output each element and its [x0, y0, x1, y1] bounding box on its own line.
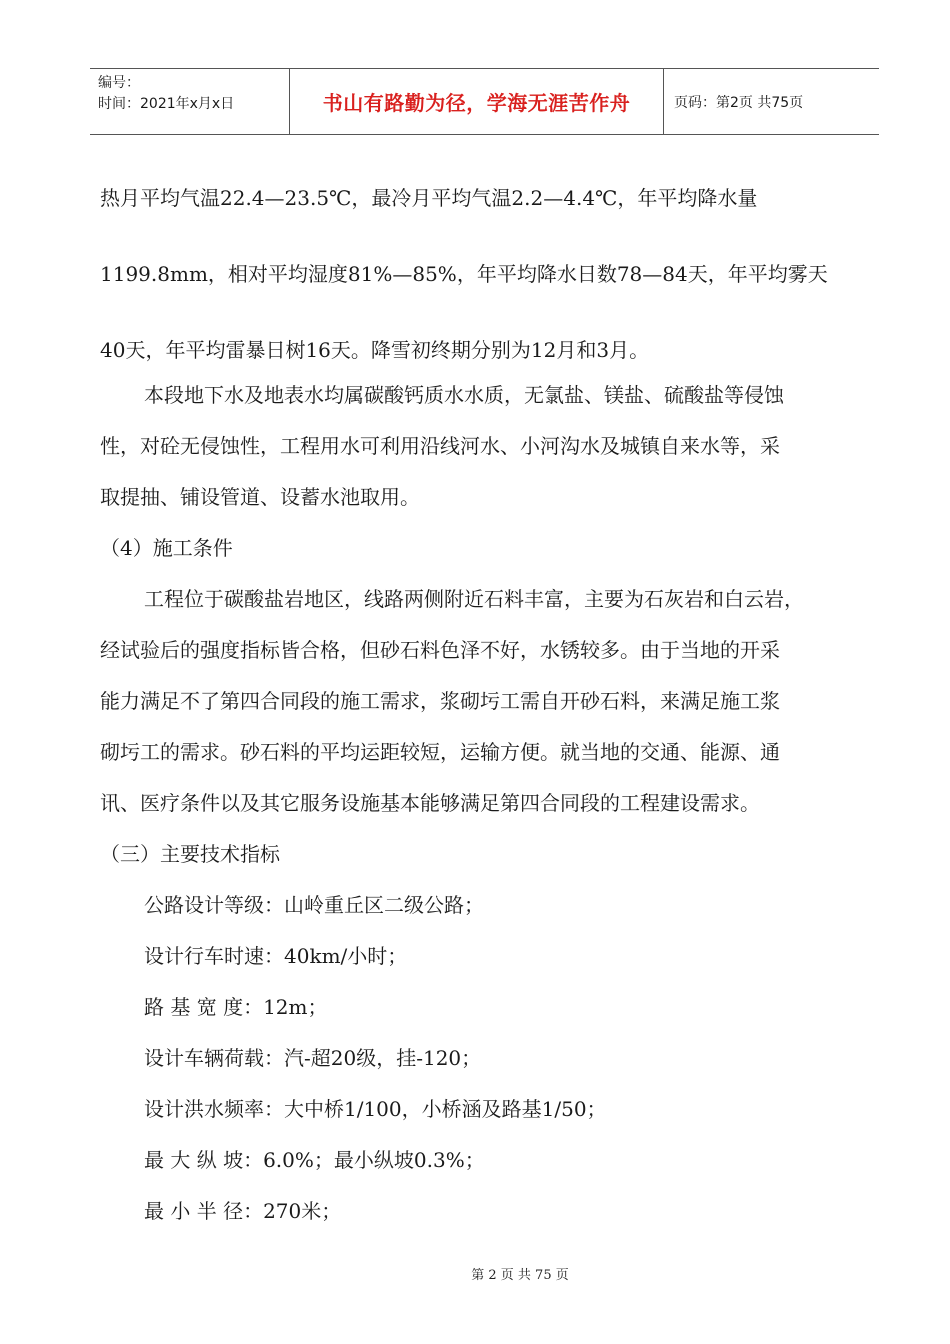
water-line: 性，对砼无侵蚀性，工程用水可利用沿线河水、小河沟水及城镇自来水等，采: [100, 434, 780, 458]
page-footer: 第 2 页 共 75 页: [471, 1268, 569, 1283]
section-heading: （4）施工条件: [100, 536, 233, 560]
climate-line: 1199.8mm，相对平均湿度81%—85%，年平均降水日数78—84天，年平均雾天: [100, 262, 828, 286]
header-meta: [90, 69, 290, 134]
construction-line: 能力满足不了第四合同段的施工需求，浆砌圬工需自开砂石料，来满足施工浆: [100, 689, 780, 713]
spec-item: 设计洪水频率：大中桥1/100，小桥涵及路基1/50；: [144, 1097, 607, 1121]
spec-item: 最 大 纵 坡：6.0%；最小纵坡0.3%；: [144, 1148, 485, 1172]
header-motto: 书山有路勤为径，学海无涯苦作舟: [290, 69, 664, 134]
climate-line: 热月平均气温22.4—23.5℃，最冷月平均气温2.2—4.4℃，年平均降水量: [100, 186, 758, 210]
construction-line: 砌圬工的需求。砂石料的平均运距较短，运输方便。就当地的交通、能源、通: [100, 740, 780, 764]
spec-item: 设计行车时速：40km/小时；: [144, 944, 408, 968]
water-paragraph: [100, 370, 870, 1237]
doc-number-label: 编号：: [98, 75, 140, 91]
spec-item: 最 小 半 径：270米；: [144, 1199, 342, 1223]
climate-paragraph: [100, 160, 870, 388]
construction-line: 工程位于碳酸盐岩地区，线路两侧附近石料丰富，主要为石灰岩和白云岩，: [144, 587, 804, 611]
spec-item: 路 基 宽 度：12m；: [144, 995, 328, 1019]
page-header: [90, 68, 879, 135]
water-line: 本段地下水及地表水均属碳酸钙质水水质，无氯盐、镁盐、硫酸盐等侵蚀: [144, 383, 784, 407]
water-line: 取提抽、铺设管道、设蓄水池取用。: [100, 485, 420, 509]
construction-line: 讯、医疗条件以及其它服务设施基本能够满足第四合同段的工程建设需求。: [100, 791, 760, 815]
construction-line: 经试验后的强度指标皆合格，但砂石料色泽不好，水锈较多。由于当地的开采: [100, 638, 780, 662]
spec-item: 公路设计等级：山岭重丘区二级公路；: [144, 893, 484, 917]
climate-line: 40天，年平均雷暴日树16天。降雪初终期分别为12月和3月。: [100, 338, 650, 362]
doc-time-label: 时间：2021年x月x日: [98, 96, 235, 112]
spec-item: 设计车辆荷载：汽-超20级，挂-120；: [144, 1046, 482, 1070]
section-heading: （三）主要技术指标: [100, 842, 280, 866]
header-page-label: 页码：第2页 共75页: [674, 94, 804, 111]
